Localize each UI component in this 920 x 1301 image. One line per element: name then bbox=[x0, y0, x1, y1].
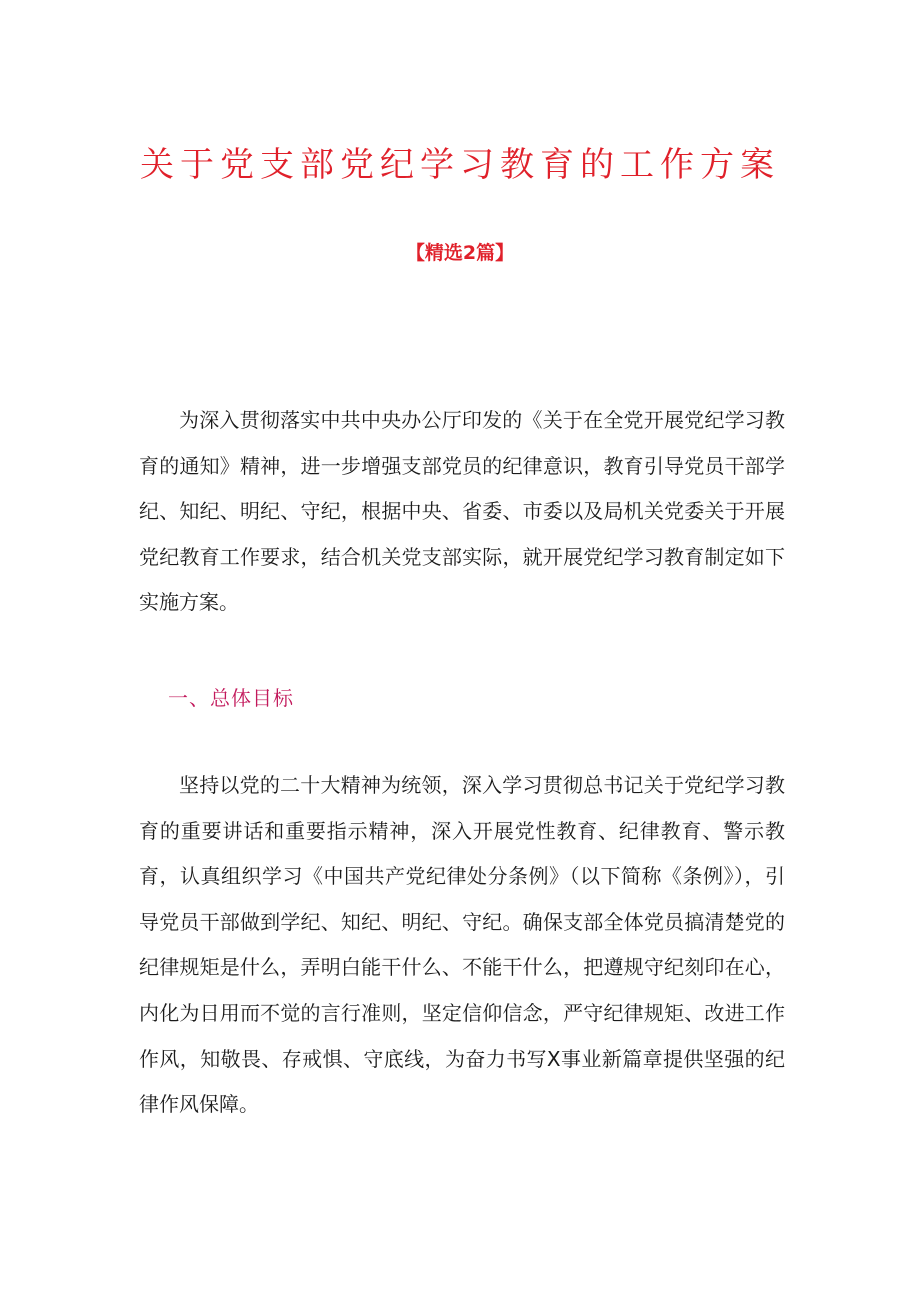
document-title: 关于党支部党纪学习教育的工作方案 bbox=[140, 145, 780, 185]
section-heading: 一、总体目标 bbox=[168, 686, 294, 710]
body-paragraph: 坚持以党的二十大精神为统领，深入学习贯彻总书记关于党纪学习教育的重要讲话和重要指示精神，深入开展党性教育、纪律教育、警示教育，认真组织学习《中国共产党纪律处分条例》（以下简称《条例》），引导党员干部做到学纪、知纪、明纪、守纪。确保支部全体党员搞清楚党的纪律规矩是什么，弄明白能干什么、不能干什么，把遵规守纪刻印在心，内化为日用而不觉的言行准则，坚定信仰信念，严守纪律规矩、改进工作作风，知敬畏、存戒惧、守底线，为奋力书写X事业新篇章提供坚强的纪律作风保障。 bbox=[139, 773, 785, 1117]
intro-paragraph: 为深入贯彻落实中共中央办公厅印发的《关于在全党开展党纪学习教育的通知》精神，进一步增强支部党员的纪律意识，教育引导党员干部学纪、知纪、明纪、守纪，根据中央、省委、市委以及局机关党委关于开展党纪教育工作要求，结合机关党支部实际，就开展党纪学习教育制定如下实施方案。 bbox=[139, 408, 785, 615]
document-subtitle: 【精选2篇】 bbox=[405, 242, 515, 264]
